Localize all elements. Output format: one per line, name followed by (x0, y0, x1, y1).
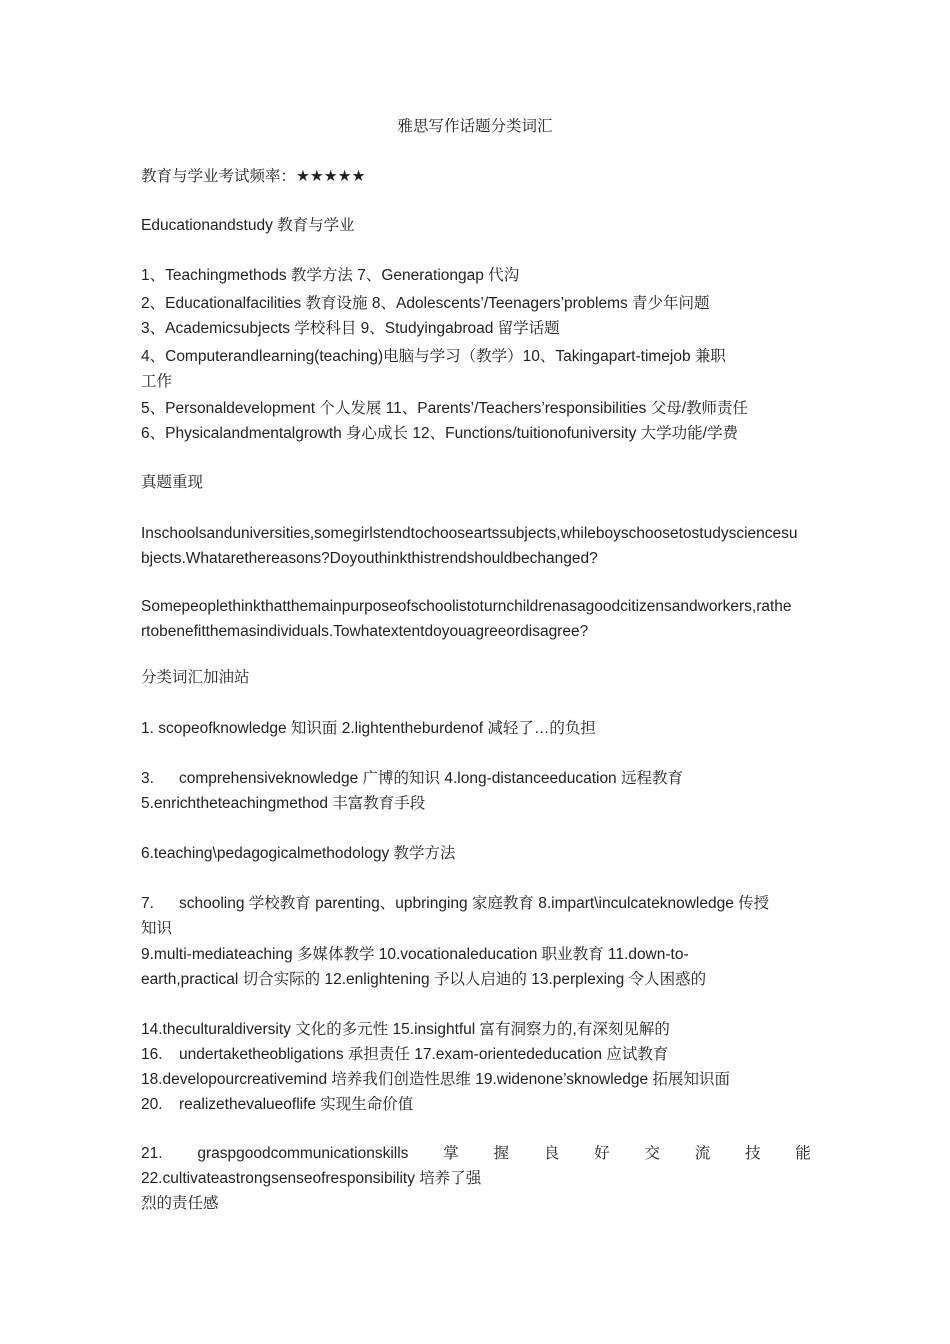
question-line: bjects.Whatarethereasons?Doyouthinkthistrendshouldbechanged? (141, 550, 598, 567)
vocab-number: 7. (141, 895, 154, 912)
topic-line: 1、Teachingmethods 教学方法 7、Generationgap 代沟 (141, 267, 520, 284)
frequency-line: 教育与学业考试频率：★★★★★ (141, 168, 366, 185)
topic-line: 2、Educationalfacilities 教育设施 8、Adolescents’/Teenagers’problems 青少年问题 (141, 295, 710, 312)
vocab-line: 22.cultivateastrongsenseofresponsibility 培养了强 (141, 1170, 482, 1187)
section-heading: Educationandstudy 教育与学业 (141, 217, 355, 234)
vocab-char: 交 (644, 1145, 660, 1162)
vocab-line (141, 1092, 811, 1117)
vocab-line: 18.developourcreativemind 培养我们创造性思维 19.widenone’sknowledge 拓展知识面 (141, 1071, 730, 1088)
page-title: 雅思写作话题分类词汇 (397, 118, 553, 135)
vocab-char: 掌 (443, 1145, 459, 1162)
vocab-char: 流 (694, 1145, 711, 1162)
vocab-number: 20. (141, 1096, 163, 1113)
question-line: Somepeoplethinkthatthemainpurposeofschoolistoturnchildrenasagoodcitizensandworkers,rathe (141, 598, 792, 615)
topic-line: 4、Computerandlearning(teaching)电脑与学习（教学）10、Takingapart-timejob 兼职 (141, 348, 726, 365)
vocab-text: undertaketheobligations 承担责任 17.exam-orientededucation 应试教育 (179, 1046, 669, 1063)
vocab-char: 好 (594, 1145, 610, 1162)
vocab-line: earth,practical 切合实际的 12.enlightening 予以人启迪的 13.perplexing 令人困惑的 (141, 971, 707, 988)
vocab-char: 良 (543, 1145, 560, 1162)
vocab-text: graspgoodcommunicationskills (197, 1145, 409, 1162)
vocab-char: 能 (795, 1145, 811, 1162)
vocab-line (141, 766, 811, 791)
topic-line: 3、Academicsubjects 学校科目 9、Studyingabroad 留学话题 (141, 320, 560, 337)
vocab-text: schooling 学校教育 parenting、upbringing 家庭教育 8.impart\inculcateknowledge 传授 (179, 895, 770, 912)
vocab-line (141, 1042, 811, 1067)
vocab-number: 3. (141, 770, 154, 787)
vocab-line: 烈的责任感 (141, 1195, 219, 1212)
topic-line: 工作 (141, 373, 173, 390)
vocab-char: 技 (745, 1145, 761, 1162)
topic-line: 6、Physicalandmentalgrowth 身心成长 12、Functions/tuitionofuniversity 大学功能/学费 (141, 425, 738, 442)
vocab-line: 知识 (141, 920, 173, 937)
vocab-number: 16. (141, 1046, 163, 1063)
vocab-line: 9.multi-mediateaching 多媒体教学 10.vocationaleducation 职业教育 11.down-to- (141, 946, 689, 963)
vocab-line (141, 891, 811, 916)
vocab-line-justified (141, 1141, 811, 1166)
vocab-line: 1. scopeofknowledge 知识面 2.lightentheburdenof 减轻了…的负担 (141, 720, 596, 737)
vocab-number: 21. (141, 1145, 163, 1162)
vocab-line: 5.enrichtheteachingmethod 丰富教育手段 (141, 795, 426, 812)
vocab-heading: 分类词汇加油站 (141, 669, 250, 686)
vocab-text: realizethevalueoflife 实现生命价值 (179, 1096, 414, 1113)
topic-line: 5、Personaldevelopment 个人发展 11、Parents’/Teachers’responsibilities 父母/教师责任 (141, 400, 749, 417)
real-questions-heading: 真题重现 (141, 474, 204, 491)
question-line: Inschoolsanduniversities,somegirlstendtochooseartssubjects,whileboyschoosetostudysciencesu (141, 525, 798, 542)
vocab-line: 14.theculturaldiversity 文化的多元性 15.insightful 富有洞察力的,有深刻见解的 (141, 1021, 670, 1038)
vocab-line: 6.teaching\pedagogicalmethodology 教学方法 (141, 845, 456, 862)
vocab-text: comprehensiveknowledge 广博的知识 4.long-distanceeducation 远程教育 (179, 770, 683, 787)
question-line: rtobenefitthemasindividuals.Towhatextentdoyouagreeordisagree? (141, 623, 589, 640)
vocab-char: 握 (493, 1145, 510, 1162)
